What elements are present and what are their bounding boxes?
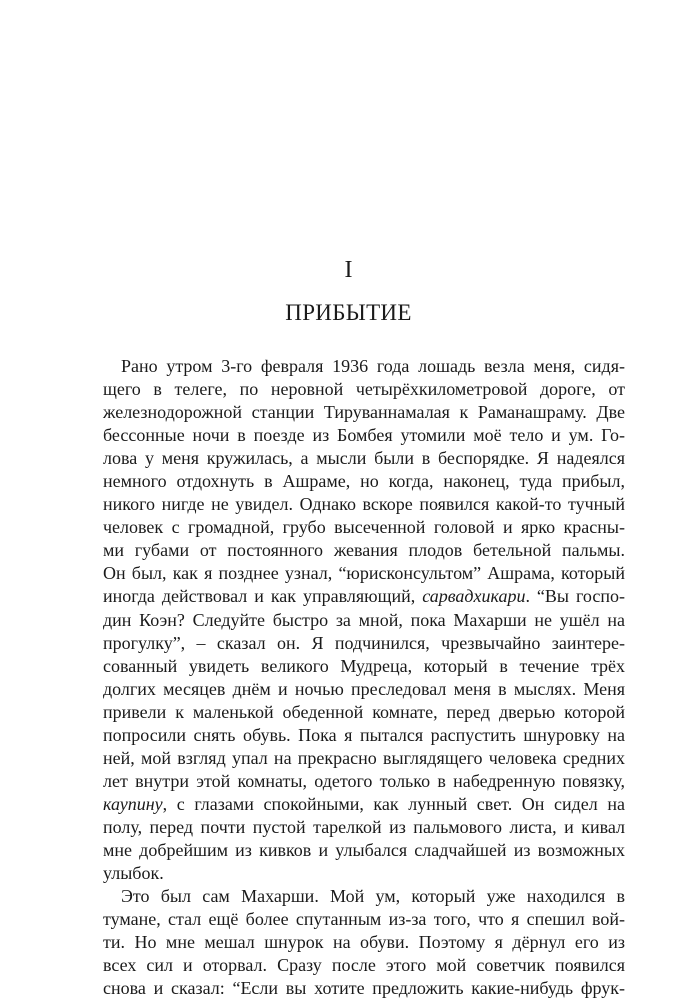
text-line <box>103 954 625 977</box>
text-segment: Рано утром 3-го февраля 1936 года лошадь везла меня, сидя- <box>121 356 625 376</box>
text-segment: тумане, стал ещё более спутанным из-за того, что я спешил вой- <box>103 909 625 930</box>
text-segment: долгих месяцев днём и ночью преследовал меня в мыслях. Меня <box>103 678 625 699</box>
text-segment: лет внутри этой комнаты, одетого только в набедренную повязку, <box>103 770 625 791</box>
text-segment: ти. Но мне мешал шнурок на обуви. Поэтому я дёрнул его из <box>103 932 625 953</box>
text-line <box>103 447 625 470</box>
text-line <box>103 908 625 931</box>
text-segment: всех сил и оторвал. Сразу после этого мой советчик появился <box>103 955 625 976</box>
text-line <box>103 355 625 378</box>
text-line <box>103 585 625 608</box>
text-line <box>103 562 625 585</box>
text-line <box>103 747 625 770</box>
chapter-title: ПРИБЫТИЕ <box>285 300 412 325</box>
text-segment: ми губами от постоянного жевания плодов бетельной пальмы. <box>103 540 625 561</box>
text-line <box>103 655 625 678</box>
text-segment: мне добрейшим из кивков и улыбался сладчайшей из возможных <box>103 839 625 860</box>
text-line <box>103 770 625 793</box>
text-segment: попросили снять обувь. Пока я пытался распустить шнуровку на <box>103 724 625 745</box>
text-line <box>103 862 625 885</box>
text-segment: бессонные ночи в поезде из Бомбея утомили моё тело и ум. Го- <box>103 425 625 446</box>
italic-term: каупину <box>103 793 163 814</box>
text-line <box>103 977 625 1000</box>
text-line <box>103 632 625 655</box>
text-segment: привели к маленькой обеденной комнате, перед дверью которой <box>103 701 625 722</box>
text-line <box>103 701 625 724</box>
text-line <box>103 609 625 632</box>
text-line <box>103 470 625 493</box>
text-segment: . “Вы госпо- <box>525 586 625 607</box>
text-segment: щего в телеге, по неровной четырёхкилометровой дороге, от <box>103 379 625 400</box>
text-segment: прогулку”, – сказал он. Я подчинился, чрезвычайно заинтере- <box>103 632 625 653</box>
text-segment: , с глазами спокойными, как лунный свет. Он сидел на <box>162 793 625 814</box>
text-segment: Это был сам Махарши. Мой ум, который уже находился в <box>121 886 625 907</box>
text-line <box>103 885 625 908</box>
italic-term: сарвадхикари <box>422 586 526 607</box>
text-segment: иногда действовал и как управляющий, <box>103 586 423 607</box>
text-line <box>103 424 625 447</box>
chapter-number: I <box>344 257 353 283</box>
text-segment: железнодорожной станции Тируваннамалая к Раманашраму. Две <box>103 402 625 423</box>
text-segment: ней, мой взгляд упал на прекрасно выглядящего человека средних <box>103 747 625 768</box>
text-line <box>103 401 625 424</box>
text-line <box>103 493 625 516</box>
text-line <box>103 378 625 401</box>
text-line <box>103 793 625 816</box>
text-segment: снова и сказал: “Если вы хотите предложить какие-нибудь фрук- <box>103 978 625 999</box>
text-line <box>103 931 625 954</box>
text-segment: человек с громадной, грубо высеченной головой и ярко красны- <box>103 517 625 538</box>
body-text <box>103 355 625 1000</box>
text-line <box>103 839 625 862</box>
text-line <box>103 516 625 539</box>
text-segment: полу, перед почти пустой тарелкой из пальмового листа, и кивал <box>103 816 625 837</box>
paragraph <box>103 355 625 885</box>
paragraph <box>103 885 625 1000</box>
text-line <box>103 678 625 701</box>
text-segment: дин Коэн? Следуйте быстро за мной, пока Махарши не ушёл на <box>103 609 625 630</box>
text-segment: Он был, как я позднее узнал, “юрисконсультом” Ашрама, который <box>103 563 625 584</box>
text-segment: немного отдохнуть в Ашраме, но когда, наконец, туда прибыл, <box>103 471 625 492</box>
text-segment: лова у меня кружилась, а мысли были в беспорядке. Я надеялся <box>103 448 625 469</box>
text-line <box>103 816 625 839</box>
text-line <box>103 724 625 747</box>
text-line <box>103 539 625 562</box>
text-segment: сованный увидеть великого Мудреца, который в течение трёх <box>103 655 625 676</box>
text-segment: улыбок. <box>103 863 164 884</box>
text-segment: никого нигде не увидел. Однако вскоре появился какой-то тучный <box>103 494 625 515</box>
